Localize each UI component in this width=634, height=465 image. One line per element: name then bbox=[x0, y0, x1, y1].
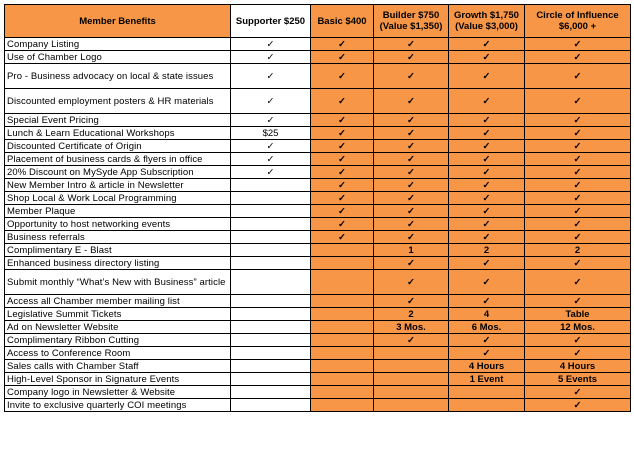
benefit-label: Submit monthly “What’s New with Business” article bbox=[5, 270, 231, 295]
cell-basic bbox=[311, 270, 374, 295]
table-row bbox=[5, 38, 631, 51]
cell-circle: 12 Mos. bbox=[525, 321, 631, 334]
cell-growth: ✓ bbox=[449, 218, 525, 231]
benefit-label: Opportunity to host networking events bbox=[5, 218, 231, 231]
cell-circle: ✓ bbox=[525, 270, 631, 295]
cell-supporter: ✓ bbox=[231, 114, 311, 127]
header-row bbox=[5, 5, 631, 38]
table-row bbox=[5, 127, 631, 140]
cell-supporter: ✓ bbox=[231, 153, 311, 166]
cell-builder: ✓ bbox=[374, 64, 449, 89]
benefit-label: Complimentary Ribbon Cutting bbox=[5, 334, 231, 347]
benefit-label: Shop Local & Work Local Programming bbox=[5, 192, 231, 205]
cell-basic bbox=[311, 244, 374, 257]
table-row bbox=[5, 89, 631, 114]
table-row bbox=[5, 360, 631, 373]
cell-growth: ✓ bbox=[449, 127, 525, 140]
cell-growth bbox=[449, 399, 525, 412]
table-row bbox=[5, 257, 631, 270]
cell-supporter: $25 bbox=[231, 127, 311, 140]
cell-builder bbox=[374, 399, 449, 412]
cell-circle: ✓ bbox=[525, 386, 631, 399]
cell-circle: ✓ bbox=[525, 127, 631, 140]
table-row bbox=[5, 270, 631, 295]
benefit-label: Special Event Pricing bbox=[5, 114, 231, 127]
cell-builder: ✓ bbox=[374, 153, 449, 166]
cell-circle: ✓ bbox=[525, 64, 631, 89]
table-row bbox=[5, 386, 631, 399]
table-row bbox=[5, 140, 631, 153]
cell-supporter bbox=[231, 347, 311, 360]
cell-basic: ✓ bbox=[311, 166, 374, 179]
cell-growth: ✓ bbox=[449, 114, 525, 127]
cell-builder: ✓ bbox=[374, 127, 449, 140]
table-row bbox=[5, 334, 631, 347]
cell-builder: ✓ bbox=[374, 295, 449, 308]
table-row bbox=[5, 321, 631, 334]
cell-circle: ✓ bbox=[525, 140, 631, 153]
cell-supporter bbox=[231, 218, 311, 231]
benefit-label: Sales calls with Chamber Staff bbox=[5, 360, 231, 373]
cell-supporter bbox=[231, 205, 311, 218]
cell-growth: ✓ bbox=[449, 179, 525, 192]
table-row bbox=[5, 114, 631, 127]
header-circle-title: Circle of Influence bbox=[536, 10, 619, 21]
cell-circle: 2 bbox=[525, 244, 631, 257]
cell-growth: ✓ bbox=[449, 64, 525, 89]
cell-builder: ✓ bbox=[374, 334, 449, 347]
cell-builder: ✓ bbox=[374, 205, 449, 218]
cell-builder bbox=[374, 347, 449, 360]
cell-supporter bbox=[231, 192, 311, 205]
cell-basic: ✓ bbox=[311, 153, 374, 166]
cell-supporter bbox=[231, 399, 311, 412]
cell-circle: ✓ bbox=[525, 347, 631, 360]
cell-growth: 1 Event bbox=[449, 373, 525, 386]
cell-circle: ✓ bbox=[525, 295, 631, 308]
cell-supporter bbox=[231, 244, 311, 257]
cell-builder: ✓ bbox=[374, 166, 449, 179]
cell-builder: ✓ bbox=[374, 140, 449, 153]
benefit-label: Access to Conference Room bbox=[5, 347, 231, 360]
cell-builder: ✓ bbox=[374, 179, 449, 192]
cell-circle: ✓ bbox=[525, 51, 631, 64]
cell-basic: ✓ bbox=[311, 51, 374, 64]
header-builder bbox=[374, 5, 449, 38]
cell-circle: ✓ bbox=[525, 257, 631, 270]
cell-circle: ✓ bbox=[525, 205, 631, 218]
benefit-label: Company Listing bbox=[5, 38, 231, 51]
cell-basic bbox=[311, 399, 374, 412]
cell-growth: 4 bbox=[449, 308, 525, 321]
cell-supporter bbox=[231, 179, 311, 192]
cell-circle: 4 Hours bbox=[525, 360, 631, 373]
cell-supporter bbox=[231, 360, 311, 373]
cell-circle: ✓ bbox=[525, 166, 631, 179]
benefit-label: Member Plaque bbox=[5, 205, 231, 218]
cell-basic bbox=[311, 334, 374, 347]
cell-circle: ✓ bbox=[525, 153, 631, 166]
cell-basic bbox=[311, 347, 374, 360]
cell-circle: ✓ bbox=[525, 399, 631, 412]
cell-supporter: ✓ bbox=[231, 64, 311, 89]
header-growth-title: Growth $1,750 bbox=[454, 10, 519, 21]
cell-growth: ✓ bbox=[449, 205, 525, 218]
table-row bbox=[5, 179, 631, 192]
table-row bbox=[5, 166, 631, 179]
header-growth bbox=[449, 5, 525, 38]
table-row bbox=[5, 231, 631, 244]
table-row bbox=[5, 64, 631, 89]
table-row bbox=[5, 399, 631, 412]
cell-supporter: ✓ bbox=[231, 51, 311, 64]
cell-builder: 1 bbox=[374, 244, 449, 257]
cell-basic: ✓ bbox=[311, 231, 374, 244]
cell-supporter: ✓ bbox=[231, 166, 311, 179]
cell-basic: ✓ bbox=[311, 179, 374, 192]
benefit-label: Legislative Summit Tickets bbox=[5, 308, 231, 321]
cell-basic bbox=[311, 360, 374, 373]
table-row bbox=[5, 347, 631, 360]
cell-basic: ✓ bbox=[311, 89, 374, 114]
cell-basic: ✓ bbox=[311, 114, 374, 127]
table-row bbox=[5, 192, 631, 205]
benefit-label: 20% Discount on MySyde App Subscription bbox=[5, 166, 231, 179]
cell-builder bbox=[374, 386, 449, 399]
cell-circle: ✓ bbox=[525, 192, 631, 205]
header-member-benefits: Member Benefits bbox=[5, 5, 231, 38]
cell-builder bbox=[374, 373, 449, 386]
cell-builder: ✓ bbox=[374, 114, 449, 127]
cell-supporter bbox=[231, 334, 311, 347]
benefit-label: Use of Chamber Logo bbox=[5, 51, 231, 64]
cell-growth: 6 Mos. bbox=[449, 321, 525, 334]
benefit-rows bbox=[5, 38, 631, 412]
cell-basic bbox=[311, 386, 374, 399]
benefit-label: Lunch & Learn Educational Workshops bbox=[5, 127, 231, 140]
cell-growth: ✓ bbox=[449, 38, 525, 51]
cell-circle: ✓ bbox=[525, 38, 631, 51]
cell-circle: ✓ bbox=[525, 89, 631, 114]
cell-growth: ✓ bbox=[449, 347, 525, 360]
cell-basic: ✓ bbox=[311, 38, 374, 51]
cell-basic bbox=[311, 308, 374, 321]
cell-growth: ✓ bbox=[449, 153, 525, 166]
benefit-label: Ad on Newsletter Website bbox=[5, 321, 231, 334]
cell-supporter bbox=[231, 270, 311, 295]
cell-supporter: ✓ bbox=[231, 38, 311, 51]
cell-supporter bbox=[231, 295, 311, 308]
cell-growth: ✓ bbox=[449, 140, 525, 153]
cell-circle: ✓ bbox=[525, 231, 631, 244]
table-row bbox=[5, 218, 631, 231]
benefit-label: Company logo in Newsletter & Website bbox=[5, 386, 231, 399]
cell-basic: ✓ bbox=[311, 192, 374, 205]
benefit-label: New Member Intro & article in Newsletter bbox=[5, 179, 231, 192]
cell-builder: 3 Mos. bbox=[374, 321, 449, 334]
header-basic: Basic $400 bbox=[311, 5, 374, 38]
cell-growth: ✓ bbox=[449, 89, 525, 114]
cell-circle: ✓ bbox=[525, 179, 631, 192]
cell-builder bbox=[374, 360, 449, 373]
cell-basic bbox=[311, 373, 374, 386]
cell-supporter bbox=[231, 231, 311, 244]
cell-growth: ✓ bbox=[449, 295, 525, 308]
cell-growth bbox=[449, 386, 525, 399]
cell-growth: ✓ bbox=[449, 192, 525, 205]
benefit-label: Access all Chamber member mailing list bbox=[5, 295, 231, 308]
benefit-label: Business referrals bbox=[5, 231, 231, 244]
cell-growth: ✓ bbox=[449, 334, 525, 347]
header-builder-title: Builder $750 bbox=[382, 10, 440, 21]
header-supporter: Supporter $250 bbox=[231, 5, 311, 38]
cell-builder: 2 bbox=[374, 308, 449, 321]
cell-supporter bbox=[231, 321, 311, 334]
cell-growth: ✓ bbox=[449, 166, 525, 179]
cell-builder: ✓ bbox=[374, 218, 449, 231]
table-row bbox=[5, 308, 631, 321]
cell-growth: 4 Hours bbox=[449, 360, 525, 373]
header-circle-of-influence bbox=[525, 5, 631, 38]
cell-circle: Table bbox=[525, 308, 631, 321]
member-benefits-table bbox=[4, 4, 631, 412]
cell-supporter bbox=[231, 308, 311, 321]
cell-growth: ✓ bbox=[449, 257, 525, 270]
cell-growth: ✓ bbox=[449, 270, 525, 295]
cell-supporter: ✓ bbox=[231, 89, 311, 114]
cell-basic bbox=[311, 295, 374, 308]
benefit-label: Discounted Certificate of Origin bbox=[5, 140, 231, 153]
benefit-label: Placement of business cards & flyers in office bbox=[5, 153, 231, 166]
benefit-label: Discounted employment posters & HR materials bbox=[5, 89, 231, 114]
benefit-label: High-Level Sponsor in Signature Events bbox=[5, 373, 231, 386]
cell-basic: ✓ bbox=[311, 140, 374, 153]
benefit-label: Invite to exclusive quarterly COI meetings bbox=[5, 399, 231, 412]
header-circle-price: $6,000 + bbox=[558, 21, 597, 32]
cell-basic: ✓ bbox=[311, 127, 374, 140]
benefit-label: Pro - Business advocacy on local & state issues bbox=[5, 64, 231, 89]
cell-basic bbox=[311, 321, 374, 334]
table-row bbox=[5, 205, 631, 218]
benefit-label: Enhanced business directory listing bbox=[5, 257, 231, 270]
cell-growth: ✓ bbox=[449, 231, 525, 244]
cell-basic: ✓ bbox=[311, 218, 374, 231]
cell-supporter: ✓ bbox=[231, 140, 311, 153]
cell-basic: ✓ bbox=[311, 205, 374, 218]
cell-basic bbox=[311, 257, 374, 270]
cell-growth: ✓ bbox=[449, 51, 525, 64]
cell-builder: ✓ bbox=[374, 89, 449, 114]
cell-builder: ✓ bbox=[374, 192, 449, 205]
cell-supporter bbox=[231, 386, 311, 399]
cell-builder: ✓ bbox=[374, 270, 449, 295]
cell-builder: ✓ bbox=[374, 231, 449, 244]
cell-builder: ✓ bbox=[374, 38, 449, 51]
cell-circle: 5 Events bbox=[525, 373, 631, 386]
benefit-label: Complimentary E - Blast bbox=[5, 244, 231, 257]
table-row bbox=[5, 244, 631, 257]
cell-basic: ✓ bbox=[311, 64, 374, 89]
cell-supporter bbox=[231, 373, 311, 386]
cell-builder: ✓ bbox=[374, 51, 449, 64]
cell-growth: 2 bbox=[449, 244, 525, 257]
table-row bbox=[5, 373, 631, 386]
cell-supporter bbox=[231, 257, 311, 270]
header-builder-value: (Value $1,350) bbox=[379, 21, 443, 32]
header-growth-value: (Value $3,000) bbox=[455, 21, 518, 32]
table-row bbox=[5, 51, 631, 64]
cell-circle: ✓ bbox=[525, 218, 631, 231]
table-row bbox=[5, 295, 631, 308]
cell-circle: ✓ bbox=[525, 334, 631, 347]
cell-builder: ✓ bbox=[374, 257, 449, 270]
cell-circle: ✓ bbox=[525, 114, 631, 127]
table-row bbox=[5, 153, 631, 166]
